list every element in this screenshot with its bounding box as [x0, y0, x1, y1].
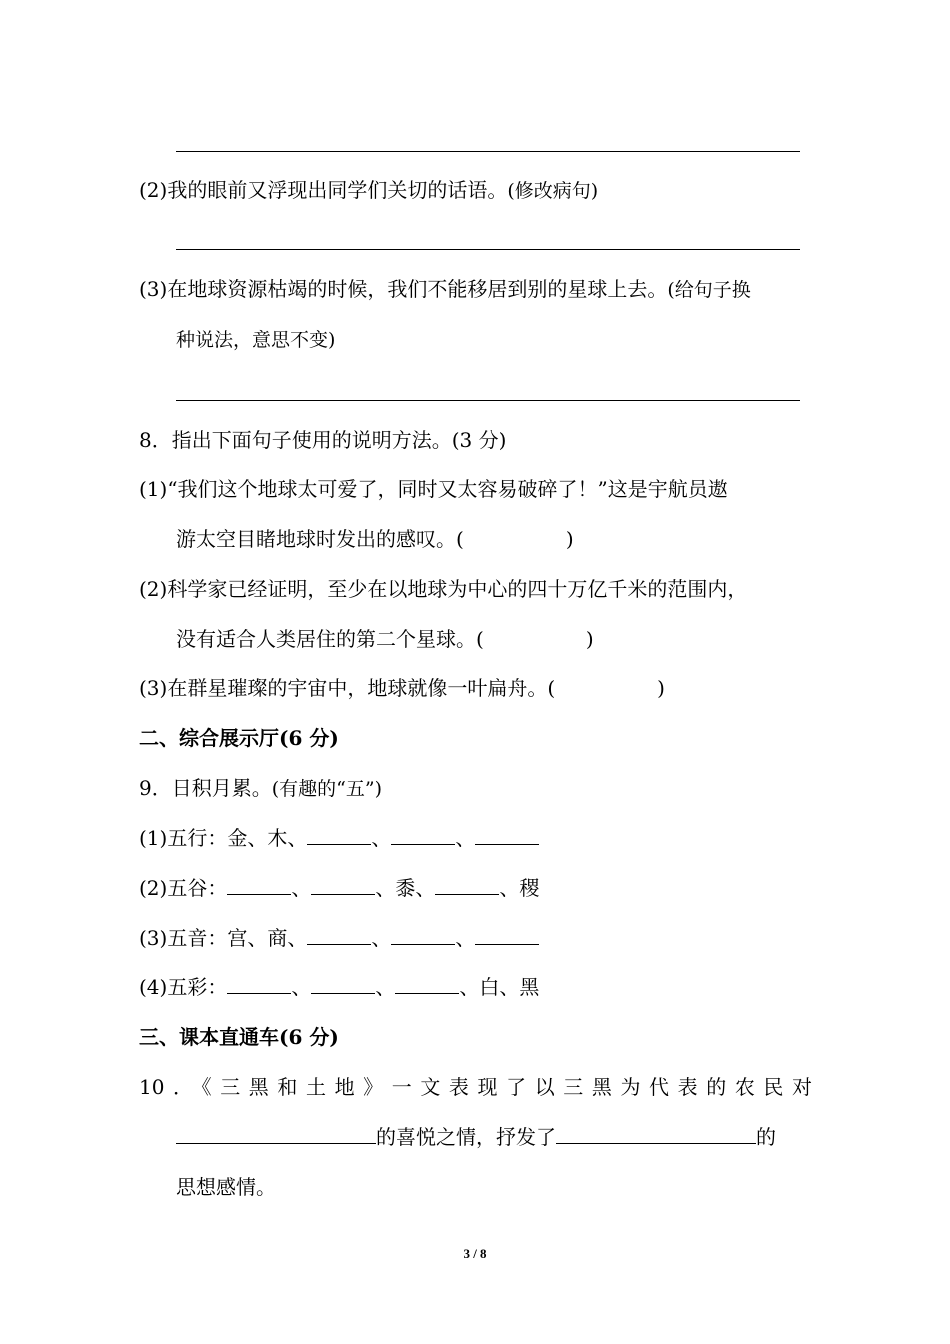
item-label: (4)五彩：: [139, 975, 228, 999]
separator: 、: [247, 826, 268, 850]
separator: 、: [291, 876, 312, 900]
q8-item3: [139, 674, 812, 702]
item-text: 在地球资源枯竭的时候，我们不能移居到别的星球上去。: [167, 277, 668, 301]
q8-item1-cont: [176, 525, 812, 553]
q10-line2: [176, 1123, 812, 1151]
item-label: (1)五行：: [139, 826, 228, 850]
section2-title: 二、综合展示厅(6 分): [139, 726, 339, 750]
question-text: 9．日积月累。: [139, 776, 272, 800]
separator: 、: [371, 926, 392, 950]
answer-line[interactable]: [176, 151, 800, 152]
fill-blank[interactable]: [391, 924, 455, 945]
q9-item4: [139, 973, 812, 1001]
item-text: 的: [756, 1125, 776, 1149]
item-text: (3)在群星璀璨的宇宙中，地球就像一叶扁舟。(: [139, 676, 556, 700]
page-number: 3 / 8: [463, 1246, 487, 1261]
q7-item2: [139, 176, 812, 205]
separator: 、: [247, 926, 268, 950]
fill-blank[interactable]: [395, 973, 459, 994]
fill-blank[interactable]: [556, 1123, 756, 1144]
separator: 、: [291, 975, 312, 999]
item-hint: (修改病句): [507, 180, 599, 202]
close-paren: ): [657, 676, 665, 700]
separator: 、: [375, 876, 396, 900]
fill-blank[interactable]: [307, 824, 371, 845]
item-label: (2)五谷：: [139, 876, 228, 900]
fill-blank[interactable]: [311, 874, 375, 895]
fill-blank[interactable]: [176, 1123, 376, 1144]
item-text: 的喜悦之情，抒发了: [376, 1125, 556, 1149]
fill-blank[interactable]: [475, 824, 539, 845]
q7-item3-cont: [176, 325, 812, 354]
q8-item2: (2)科学家已经证明，至少在以地球为中心的四十万亿千米的范围内，: [139, 577, 748, 601]
known-word: 宫: [227, 926, 248, 950]
close-paren: ): [565, 527, 574, 551]
q9-item1: [139, 824, 812, 852]
answer-line[interactable]: [176, 249, 800, 250]
known-word: 稷: [519, 876, 540, 900]
q10-line3: 思想感情。: [176, 1175, 276, 1199]
known-word: 商: [267, 926, 288, 950]
fill-blank[interactable]: [391, 824, 455, 845]
fill-blank[interactable]: [307, 924, 371, 945]
fill-blank[interactable]: [435, 874, 499, 895]
known-word: 白: [479, 975, 500, 999]
section3-title: 三、课本直通车(6 分): [139, 1025, 339, 1049]
q8-item2-cont: [176, 625, 812, 653]
q8-title: 8．指出下面句子使用的说明方法。(3 分): [139, 428, 507, 452]
fill-blank[interactable]: [475, 924, 539, 945]
separator: 、: [287, 926, 308, 950]
item-hint: (给句子换: [667, 279, 751, 301]
q8-item1: (1)“我们这个地球太可爱了，同时又太容易破碎了！”这是宇航员遨: [139, 477, 728, 501]
separator: 、: [459, 975, 480, 999]
separator: 、: [371, 826, 392, 850]
item-text: 游太空目睹地球时发出的感叹。(: [176, 527, 464, 551]
item-hint-cont: 种说法，意思不变): [176, 329, 336, 351]
item-number: (3): [139, 277, 168, 301]
separator: 、: [455, 926, 476, 950]
separator: 、: [375, 975, 396, 999]
separator: 、: [499, 876, 520, 900]
q9-item3: [139, 924, 812, 952]
separator: 、: [499, 975, 520, 999]
answer-line[interactable]: [176, 400, 800, 401]
separator: 、: [455, 826, 476, 850]
separator: 、: [415, 876, 436, 900]
q9-title: [139, 774, 812, 803]
q10-line1: 10．《三黑和土地》一文表现了以三黑为代表的农民对: [139, 1075, 812, 1099]
close-paren: ): [585, 627, 594, 651]
fill-blank[interactable]: [227, 973, 291, 994]
known-word: 黍: [395, 876, 416, 900]
separator: 、: [287, 826, 308, 850]
q9-item2: [139, 874, 812, 902]
item-number: (2): [139, 178, 168, 202]
item-label: (3)五音：: [139, 926, 228, 950]
item-text: 没有适合人类居住的第二个星球。(: [176, 627, 484, 651]
fill-blank[interactable]: [227, 874, 291, 895]
known-word: 黑: [519, 975, 540, 999]
fill-blank[interactable]: [311, 973, 375, 994]
question-hint: (有趣的“五”): [271, 778, 382, 800]
q7-item3: [139, 275, 812, 304]
known-word: 金: [227, 826, 248, 850]
item-text: 我的眼前又浮现出同学们关切的话语。: [167, 178, 508, 202]
known-word: 木: [267, 826, 288, 850]
